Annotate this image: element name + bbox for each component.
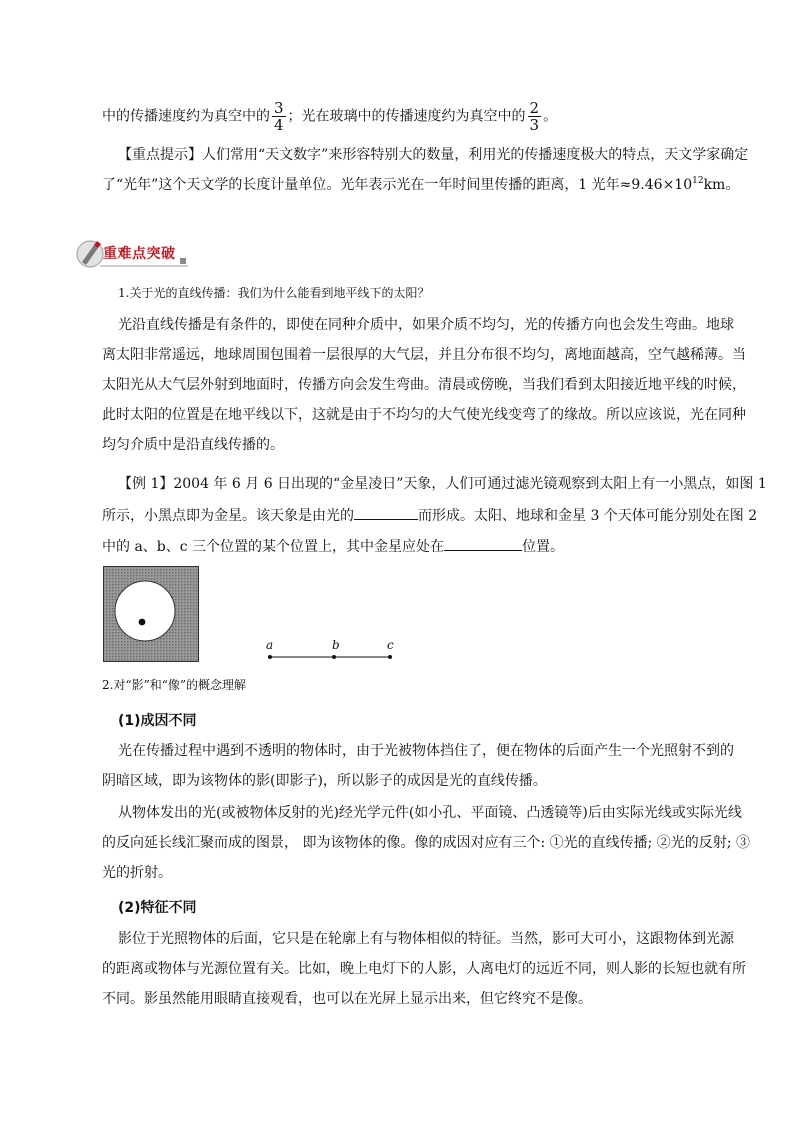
tip-line-1: 【重点提示】人们常用“天文数字”来形容特别大的数量，利用光的传播速度极大的特点，天文学家确定 <box>118 147 749 163</box>
intro-text-a: 中的传播速度约为真空中的 <box>102 108 270 125</box>
figure-2-positions <box>266 640 396 664</box>
topic1-para-line: 此时太阳的位置是在地平线以下，这就是由于不均匀的大气使光线变弯了的缘故。所以应该说，光在同种 <box>102 407 746 423</box>
label-c: c <box>387 638 394 652</box>
intro-text-c: 。 <box>543 108 558 125</box>
topic2-para-line: 影位于光照物体的后面，它只是在轮廓上有与物体相似的特征。当然，影可大可小，这跟物体到光源 <box>118 931 734 947</box>
topic1-heading: 1.关于光的直线传播：我们为什么能看到地平线下的太阳？ <box>118 286 430 300</box>
tip-line-2: 了“光年”这个天文学的长度计量单位。光年表示光在一年时间里传播的距离，1 光年$\approx 9.46\times 10^{12}km$。 <box>102 176 740 193</box>
subheading-cause: (1)成因不同 <box>118 713 197 729</box>
example-line-3: 中的 a、b、c 三个位置的某个位置上，其中金星应处在 位置。 <box>102 536 564 556</box>
figure-1-sun-transit <box>103 566 199 662</box>
intro-line <box>102 100 557 133</box>
fraction-three-quarters: $\frac{3}{4}$ <box>274 99 284 134</box>
answer-blank-2 <box>444 536 522 551</box>
label-b: b <box>332 638 340 652</box>
topic2-para-line: 光在传播过程中遇到不透明的物体时，由于光被物体挡住了，便在物体的后面产生一个光照射不到的 <box>118 743 734 759</box>
answer-blank-1 <box>354 505 418 520</box>
fraction-two-thirds: $\frac{2}{3}$ <box>529 99 540 134</box>
topic2-heading: 2.对“影”和“像”的概念理解 <box>102 678 246 692</box>
topic1-para-line: 光沿直线传播是有条件的，即使在同种介质中，如果介质不均匀，光的传播方向也会发生弯曲。地球 <box>118 317 734 333</box>
topic1-para-line: 均匀介质中是沿直线传播的。 <box>102 437 284 453</box>
label-a: a <box>266 638 274 652</box>
topic2-para-line: 阴暗区域，即为该物体的影(即影子)，所以影子的成因是光的直线传播。 <box>102 773 547 789</box>
example-line-2: 所示，小黑点即为金星。该天象是由光的 而形成。太阳、地球和金星 3 个天体可能分别处在图 2 <box>102 505 757 525</box>
topic2-para-line: 不同。影虽然能用眼睛直接观看，也可以在光屏上显示出来，但它终究不是像。 <box>102 991 592 1007</box>
topic1-para-line: 离太阳非常遥远，地球周围包围着一层很厚的大气层，并且分布很不均匀，离地面越高，空气越稀薄。当 <box>102 347 746 363</box>
topic1-para-line: 太阳光从大气层外射到地面时，传播方向会发生弯曲。清晨或傍晚，当我们看到太阳接近地平线的时候， <box>102 377 746 393</box>
section-title: 重难点突破 <box>103 246 176 262</box>
topic2-para-line: 的反向延长线汇聚而成的图景， 即为该物体的像。像的成因对应有三个: ①光的直线传播; ②光的反射; ③ <box>102 835 750 851</box>
topic2-para-line: 从物体发出的光(或被物体反射的光)经光学元件(如小孔、平面镜、凸透镜等)后由实际光线或实际光线 <box>118 805 742 821</box>
topic2-para-line: 光的折射。 <box>102 865 172 881</box>
subheading-feature: (2)特征不同 <box>118 900 197 916</box>
section-header <box>76 236 196 272</box>
venus-dot <box>139 619 146 626</box>
topic2-para-line: 的距离或物体与光源位置有关。比如，晚上电灯下的人影，人离电灯的远近不同，则人影的长短也就有所 <box>102 961 746 977</box>
example-line-1: 【例 1】2004 年 6 月 6 日出现的“金星凌日”天象，人们可通过滤光镜观察到太阳上有一小黑点，如图 1 <box>118 476 767 492</box>
intro-text-b: ；光在玻璃中的传播速度约为真空中的 <box>287 108 526 125</box>
